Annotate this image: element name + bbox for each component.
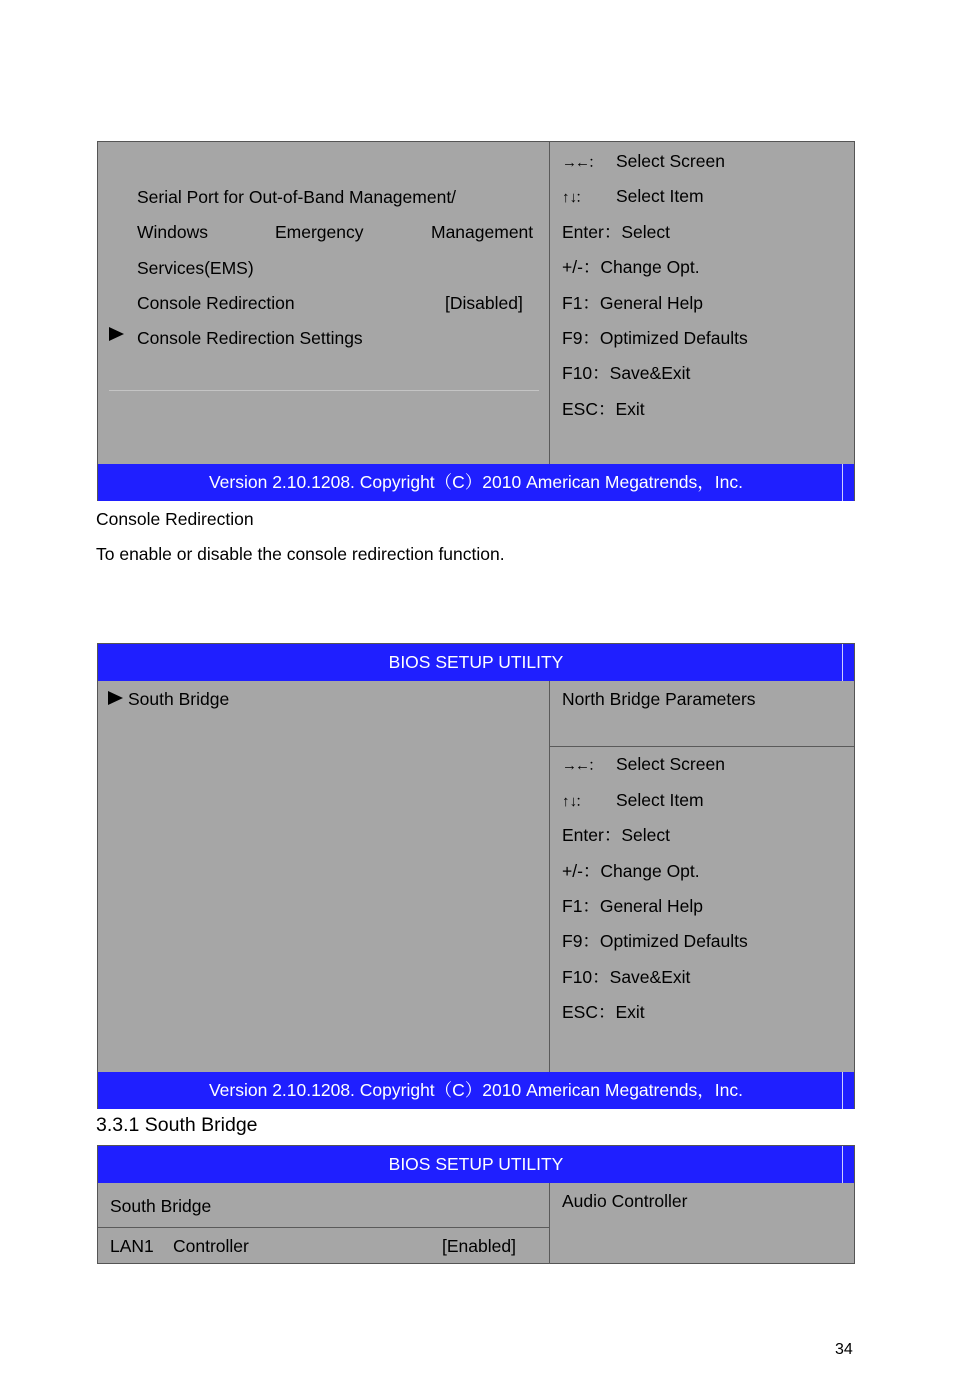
help-title: North Bridge Parameters bbox=[562, 689, 756, 709]
serial-port-line1[interactable]: Serial Port for Out-of-Band Management/ bbox=[137, 187, 457, 207]
serial-port-line3[interactable]: Services(EMS) bbox=[137, 258, 254, 278]
lan1-label[interactable]: LAN1 bbox=[110, 1236, 154, 1256]
help-select-screen-label: Select Screen bbox=[616, 151, 725, 171]
header-tick bbox=[842, 1146, 843, 1183]
help-enter: Enter：Select bbox=[562, 222, 670, 242]
bios-panel-console bbox=[97, 141, 855, 501]
help-f1: F1：General Help bbox=[562, 896, 704, 916]
version-footer-text: Version 2.10.1208. Copyright（C）2010 American Megatrends，Inc. bbox=[208, 472, 744, 492]
help-select-screen-label: Select Screen bbox=[616, 754, 725, 774]
help-esc: ESC：Exit bbox=[562, 399, 645, 419]
south-bridge-title: South Bridge bbox=[110, 1196, 212, 1216]
lan1-controller-value[interactable]: [Enabled] bbox=[442, 1236, 516, 1256]
footer-tick bbox=[842, 1072, 843, 1109]
south-bridge-item[interactable]: South Bridge bbox=[128, 689, 230, 709]
desc-text: To enable or disable the console redirection function. bbox=[96, 544, 505, 564]
help-change: +/-：Change Opt. bbox=[562, 257, 700, 277]
left-divider bbox=[109, 390, 539, 391]
desc-title: Console Redirection bbox=[96, 509, 254, 529]
bios-panel-chipset bbox=[97, 643, 855, 1109]
console-redirection-settings-item[interactable]: Console Redirection Settings bbox=[137, 328, 363, 348]
serial-port-word-windows[interactable]: Windows bbox=[137, 222, 208, 242]
console-redirection-value[interactable]: [Disabled] bbox=[445, 293, 523, 313]
version-footer-text: Version 2.10.1208. Copyright（C）2010 American Megatrends，Inc. bbox=[208, 1080, 744, 1100]
help-esc: ESC：Exit bbox=[562, 1002, 645, 1022]
help-enter: Enter：Select bbox=[562, 825, 670, 845]
help-select-item bbox=[562, 790, 704, 812]
page-number: 34 bbox=[835, 1341, 853, 1358]
version-footer bbox=[98, 464, 854, 501]
help-f9: F9：Optimized Defaults bbox=[562, 931, 748, 951]
footer-tick bbox=[842, 464, 843, 501]
help-f1: F1：General Help bbox=[562, 293, 704, 313]
help-select-item bbox=[562, 186, 704, 208]
column-divider bbox=[549, 1183, 550, 1264]
help-divider bbox=[549, 746, 854, 747]
help-f9: F9：Optimized Defaults bbox=[562, 328, 748, 348]
console-redirection-label[interactable]: Console Redirection bbox=[137, 293, 295, 313]
help-select-screen bbox=[562, 754, 725, 776]
bios-panel-south-bridge bbox=[97, 1145, 855, 1264]
up-down-arrow-icon: ↑ ↓： bbox=[562, 189, 589, 206]
up-down-arrow-icon: ↑ ↓： bbox=[562, 793, 589, 810]
left-right-arrow-icon: →←： bbox=[562, 154, 602, 171]
column-divider bbox=[549, 142, 550, 464]
header-tick bbox=[842, 644, 843, 681]
column-divider bbox=[549, 681, 550, 1072]
lan1-controller-label[interactable]: Controller bbox=[173, 1236, 249, 1256]
serial-port-word-management[interactable]: Management bbox=[431, 222, 534, 242]
bios-header-text: BIOS SETUP UTILITY bbox=[388, 652, 564, 672]
bios-header bbox=[98, 644, 854, 681]
help-title: Audio Controller bbox=[562, 1191, 688, 1211]
submenu-arrow-icon bbox=[108, 691, 123, 705]
bios-header bbox=[98, 1146, 854, 1183]
bios-header-text: BIOS SETUP UTILITY bbox=[388, 1154, 564, 1174]
submenu-arrow-icon bbox=[109, 327, 124, 341]
left-row-divider bbox=[98, 1227, 549, 1228]
serial-port-word-emergency[interactable]: Emergency bbox=[275, 222, 364, 242]
left-right-arrow-icon: →←： bbox=[562, 757, 602, 774]
version-footer bbox=[98, 1072, 854, 1109]
help-f10: F10：Save&Exit bbox=[562, 967, 691, 987]
help-select-item-label: Select Item bbox=[616, 186, 704, 206]
help-select-item-label: Select Item bbox=[616, 790, 704, 810]
help-f10: F10：Save&Exit bbox=[562, 363, 691, 383]
help-select-screen bbox=[562, 151, 725, 173]
section-heading: 3.3.1 South Bridge bbox=[96, 1114, 258, 1136]
help-change: +/-：Change Opt. bbox=[562, 861, 700, 881]
